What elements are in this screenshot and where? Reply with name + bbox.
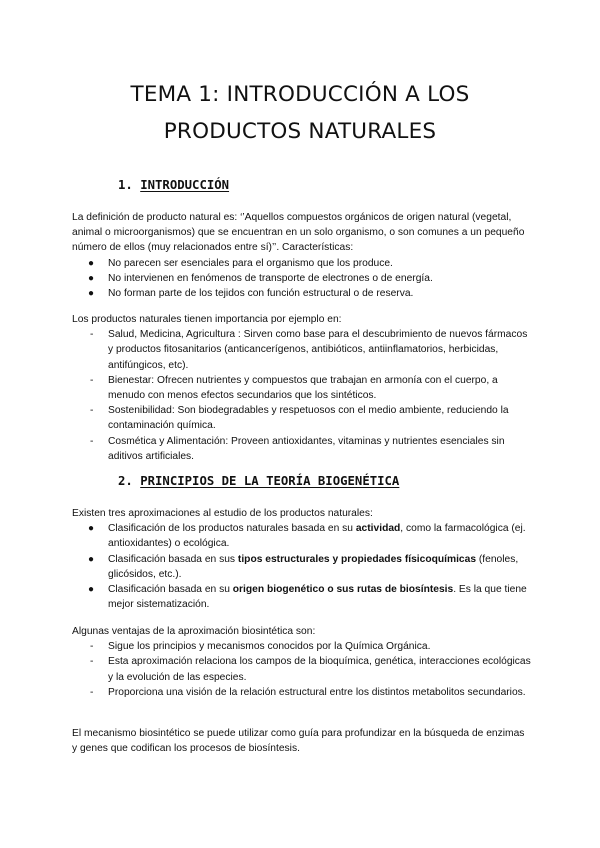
list-item: - Proporciona una visión de la relación estructural entre los distintos metabolitos secundarios. <box>72 685 532 700</box>
bold-term: origen biogenético o sus rutas de biosíntesis <box>232 584 454 596</box>
list-item: - Sostenibilidad: Son biodegradables y respetuosos con el medio ambiente, reduciendo la contaminación química. <box>90 405 509 432</box>
characteristics-list <box>72 256 532 302</box>
bullet-marker: ● <box>88 553 95 565</box>
section-1-definition <box>72 210 532 301</box>
bullet-marker: ● <box>88 288 95 300</box>
section-2-advantages <box>72 624 532 700</box>
section-1-title: INTRODUCCIÓN <box>140 178 230 192</box>
section-2-title: PRINCIPIOS DE LA TEORÍA BIOGENÉTICA <box>140 474 400 488</box>
dash-marker: - <box>90 656 94 668</box>
list-item: - Esta aproximación relaciona los campos de la bioquímica, genética, interacciones ecológicas y la evolución de las especies. <box>90 656 531 683</box>
list-item: ● No parecen ser esenciales para el organismo que los produce. <box>72 256 532 271</box>
bullet-marker: ● <box>88 584 95 596</box>
dash-marker: - <box>90 405 94 417</box>
section-2-closing <box>72 726 532 756</box>
list-item: - Bienestar: Ofrecen nutrientes y compuestos que trabajan en armonía con el cuerpo, a menudo con menos efectos secundarios que los sintéticos. <box>90 374 498 402</box>
section-2-heading <box>118 474 399 488</box>
dash-marker: - <box>90 374 94 386</box>
bold-term: tipos estructurales y propiedades físicoquímicas <box>237 553 477 565</box>
definition-paragraph: La definición de producto natural es: ‘’Aquellos compuestos orgánicos de origen natural (vegetal, animal o microorganismos) que se encuentran en un solo organismo, o son comunes a un pequeño número de ellos (muy relacionados entre sí)’’. Características: <box>72 212 525 254</box>
list-item: ● No intervienen en fenómenos de transporte de electrones o de energía. <box>72 271 532 286</box>
bullet-marker: ● <box>88 272 95 284</box>
section-1-heading <box>118 178 229 192</box>
advantages-intro: Algunas ventajas de la aproximación biosintética son: <box>72 626 316 637</box>
dash-marker: - <box>90 329 94 341</box>
dash-marker: - <box>90 686 94 698</box>
section-2-number: 2. <box>118 474 133 488</box>
section-2-approaches <box>72 506 532 612</box>
dash-marker: - <box>90 641 94 653</box>
section-1-importance <box>72 312 532 464</box>
importance-intro: Los productos naturales tienen importancia por ejemplo en: <box>72 314 342 325</box>
approaches-intro: Existen tres aproximaciones al estudio de los productos naturales: <box>72 508 373 519</box>
list-item: ● No forman parte de los tejidos con función estructural o de reserva. <box>72 286 532 301</box>
bullet-marker: ● <box>88 257 95 269</box>
list-item: - Salud, Medicina, Agricultura : Sirven como base para el descubrimiento de nuevos fármacos y productos fitosanitarios (anticancerígenos, antibióticos, antiinflamatorios, herbicidas, antifúngicos, etc). <box>90 329 528 371</box>
list-item: - Sigue los principios y mecanismos conocidos por la Química Orgánica. <box>72 639 532 654</box>
title-line-2: PRODUCTOS NATURALES <box>163 119 437 144</box>
importance-list <box>72 327 532 464</box>
closing-paragraph: El mecanismo biosintético se puede utilizar como guía para profundizar en la búsqueda de enzimas y genes que codifican los procesos de biosíntesis. <box>72 728 525 755</box>
bullet-marker: ● <box>88 523 95 535</box>
advantages-list <box>72 639 532 700</box>
list-item: ● Clasificación basada en su origen biogenético o sus rutas de biosíntesis. Es la que tiene mejor sistematización. <box>88 584 527 611</box>
section-1-number: 1. <box>118 178 133 192</box>
title-line-1: TEMA 1: INTRODUCCIÓN A LOS <box>130 82 470 107</box>
list-item: ● Clasificación de los productos naturales basada en su actividad, como la farmacológica (ej. antioxidantes) o ecológica. <box>88 523 526 550</box>
page-title <box>0 76 600 150</box>
bold-term: actividad <box>355 523 401 535</box>
dash-marker: - <box>90 435 94 447</box>
list-item: - Cosmética y Alimentación: Proveen antioxidantes, vitaminas y nutrientes esenciales sin aditivos artificiales. <box>90 435 505 462</box>
approaches-list <box>72 521 532 612</box>
list-item: ● Clasificación basada en sus tipos estructurales y propiedades físicoquímicas (fenoles, glicósidos, etc.). <box>88 553 519 580</box>
